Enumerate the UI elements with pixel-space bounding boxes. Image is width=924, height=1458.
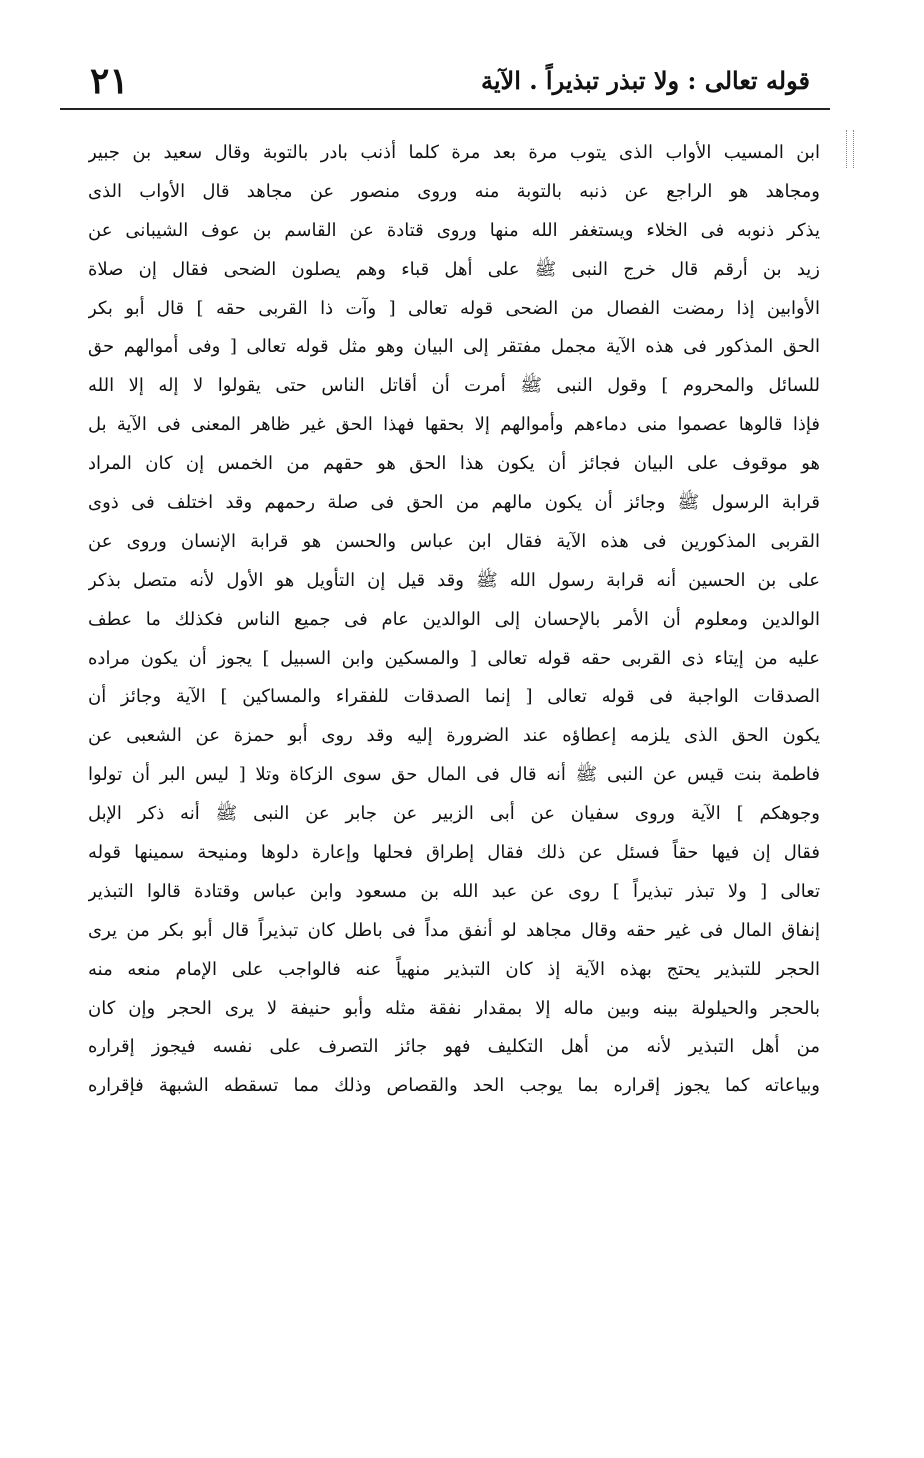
text-line: ابن المسيب الأواب الذى يتوب مرة بعد مرة كلما أذنب بادر بالتوبة وقال سعيد بن جبير	[88, 142, 820, 163]
text-line: عليه من إيتاء ذى القربى حقه قوله تعالى [ والمسكين وابن السبيل ] يجوز أن يكون مراده	[88, 647, 820, 669]
body-text	[88, 134, 820, 1106]
text-line: القربى المذكورين فى هذه الآية فقال ابن عباس والحسن هو قرابة الإنسان وروى عن	[88, 530, 820, 552]
header-divider	[60, 108, 830, 110]
text-line: الصدقات الواجبة فى قوله تعالى [ إنما الصدقات للفقراء والمساكين ] الآية وجائز أن	[88, 686, 820, 708]
text-line: من أهل التبذير لأنه من أهل التكليف فهو جائز التصرف على نفسه فيجوز إقراره	[88, 1036, 820, 1058]
text-line: قرابة الرسول ﷺ وجائز أن يكون مالهم من الحق فى صلة رحمهم وقد اختلف فى ذوى	[88, 492, 820, 514]
text-line: الحجر للتبذير يحتج بهذه الآية إذ كان التبذير منهياً عنه فالواجب على الإمام منعه منه	[88, 958, 820, 980]
text-line: وبياعاته كما يجوز إقراره بما يوجب الحد والقصاص وذلك مما تسقطه الشبهة فإقراره	[88, 1075, 820, 1097]
text-line: تعالى [ ولا تبذر تبذيراً ] روى عن عبد الله بن مسعود وابن عباس وقتادة قالوا التبذير	[88, 880, 820, 902]
text-line: هو موقوف على البيان فجائز أن يكون هذا الحق هو حقهم من الخمس إن كان المراد	[88, 453, 820, 475]
text-line: يذكر ذنوبه فى الخلاء ويستغفر الله منها وروى قتادة عن القاسم بن عوف الشيبانى عن	[88, 219, 820, 241]
page-header	[60, 58, 830, 104]
text-line: الوالدين ومعلوم أن الأمر بالإحسان إلى الوالدين عام فى جميع الناس فكذلك ما عطف	[88, 608, 820, 630]
text-line: فقال إن فيها حقاً فسئل عن ذلك فقال إطراق فحلها وإعارة دلوها ومنيحة سمينها قوله	[88, 842, 820, 864]
text-line: على بن الحسين أنه قرابة رسول الله ﷺ وقد قيل إن التأويل هو الأول لأنه متصل بذكر	[88, 569, 820, 591]
page-number: ٢١	[90, 60, 129, 102]
margin-mark	[846, 130, 854, 168]
text-line: الحق المذكور فى هذه الآية مجمل مفتقر إلى البيان وهو مثل قوله تعالى [ وفى أموالهم حق	[88, 336, 820, 358]
text-line: الأوابين إذا رمضت الفصال من الضحى قوله تعالى [ وآت ذا القربى حقه ] قال أبو بكر	[88, 297, 820, 319]
running-title: قوله تعالى : ولا تبذر تبذيراً . الآية	[480, 66, 810, 95]
text-line: يكون الحق الذى يلزمه إعطاؤه عند الضرورة إليه وقد روى أبو حمزة عن الشعبى عن	[88, 725, 820, 747]
text-line: فإذا قالوها عصموا منى دماءهم وأموالهم إلا بحقها فهذا الحق غير ظاهر المعنى فى الآية بل	[88, 414, 820, 436]
text-line: للسائل والمحروم ] وقول النبى ﷺ أمرت أن أقاتل الناس حتى يقولوا لا إله إلا الله	[88, 375, 820, 397]
text-line: بالحجر والحيلولة بينه وبين ماله إلا بمقدار نفقة مثله وأبو حنيفة لا يرى الحجر وإن كان	[88, 997, 820, 1019]
text-line: زيد بن أرقم قال خرج النبى ﷺ على أهل قباء وهم يصلون الضحى فقال إن صلاة	[88, 258, 820, 280]
text-line: إنفاق المال فى غير حقه وقال مجاهد لو أنفق مداً فى باطل كان تبذيراً قال أبو بكر من يرى	[88, 919, 820, 941]
text-line: ومجاهد هو الراجع عن ذنبه بالتوبة منه وروى منصور عن مجاهد قال الأواب الذى	[88, 180, 820, 202]
text-line: وجوهكم ] الآية وروى سفيان عن أبى الزبير عن جابر عن النبى ﷺ أنه ذكر الإبل	[88, 803, 820, 825]
text-line: فاطمة بنت قيس عن النبى ﷺ أنه قال فى المال حق سوى الزكاة وتلا [ ليس البر أن تولوا	[88, 764, 820, 786]
